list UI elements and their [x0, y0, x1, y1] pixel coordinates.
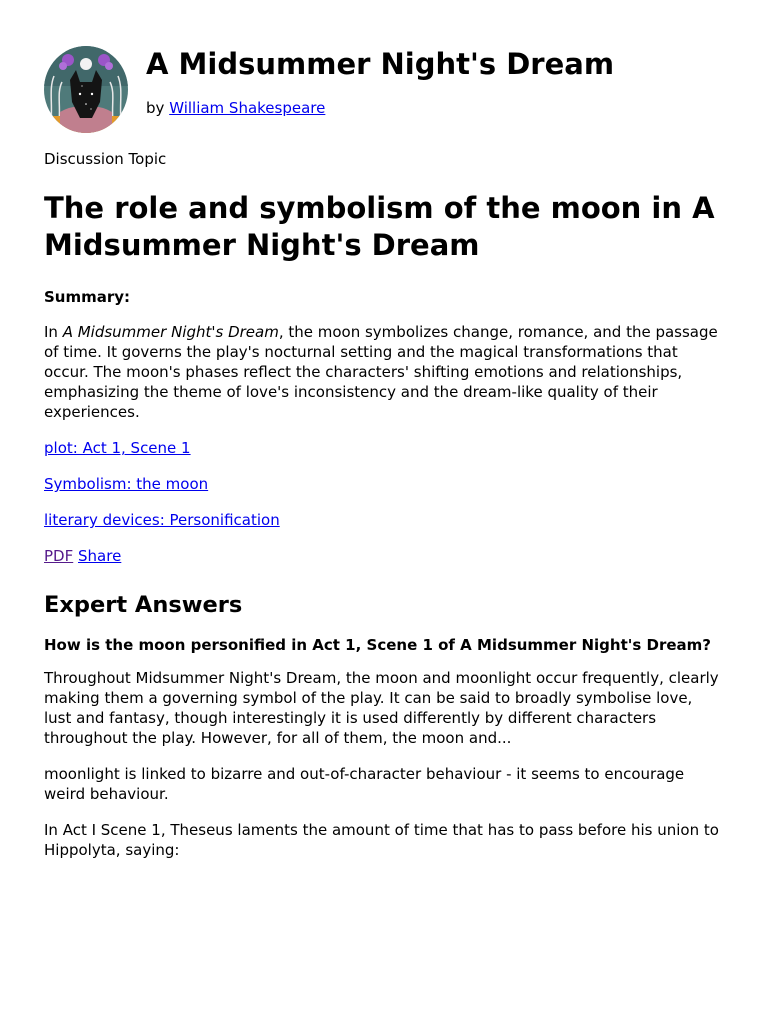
link-plot-act-1-scene-1[interactable]: plot: Act 1, Scene 1	[44, 439, 191, 457]
summary-body: , the moon symbolizes change, romance, and the passage of time. It governs the play's nocturnal setting and the magical transformations that occur. The moon's phases reflect the characters' shifting emotions and relationships, emphasizing the theme of love's inconsistency and the dream-like quality of their experiences.	[44, 323, 718, 421]
expert-answers-heading: Expert Answers	[44, 592, 243, 618]
summary-label: Summary:	[44, 288, 131, 306]
by-label: by	[146, 99, 165, 117]
summary-intro: In	[44, 323, 63, 341]
expert-question: How is the moon personified in Act 1, Scene 1 of A Midsummer Night's Dream?	[44, 636, 711, 654]
author-link[interactable]: William Shakespeare	[169, 99, 326, 117]
answer-paragraph: moonlight is linked to bizarre and out-of-character behaviour - it seems to encourage weird behaviour.	[44, 765, 685, 803]
summary-book-title: A Midsummer Night's Dream	[62, 323, 279, 341]
pdf-share-row	[44, 546, 724, 566]
expert-answer	[44, 668, 724, 860]
pdf-link[interactable]: PDF	[44, 547, 74, 565]
related-links	[44, 438, 724, 566]
book-cover-illustration	[44, 46, 128, 133]
answer-paragraph: In Act I Scene 1, Theseus laments the amount of time that has to pass before his union to Hippolyta, saying:	[44, 821, 719, 859]
answer-paragraph: Throughout Midsummer Night's Dream, the moon and moonlight occur frequently, clearly making them a governing symbol of the play. It can be said to broadly symbolise love, lust and fantasy, though interestingly it is used differently by different characters throughout the play. However, for all of them, the moon and...	[44, 669, 719, 747]
link-symbolism-moon[interactable]: Symbolism: the moon	[44, 475, 209, 493]
book-cover-image[interactable]	[44, 46, 128, 133]
book-header	[44, 0, 724, 148]
topic-title: The role and symbolism of the moon in A Midsummer Night's Dream	[44, 191, 715, 262]
byline	[146, 97, 325, 119]
book-title: A Midsummer Night's Dream	[146, 47, 615, 81]
link-literary-devices-personification[interactable]: literary devices: Personification	[44, 511, 280, 529]
topic-kind-label: Discussion Topic	[44, 150, 167, 168]
summary-text	[44, 322, 724, 422]
share-link[interactable]: Share	[78, 547, 122, 565]
